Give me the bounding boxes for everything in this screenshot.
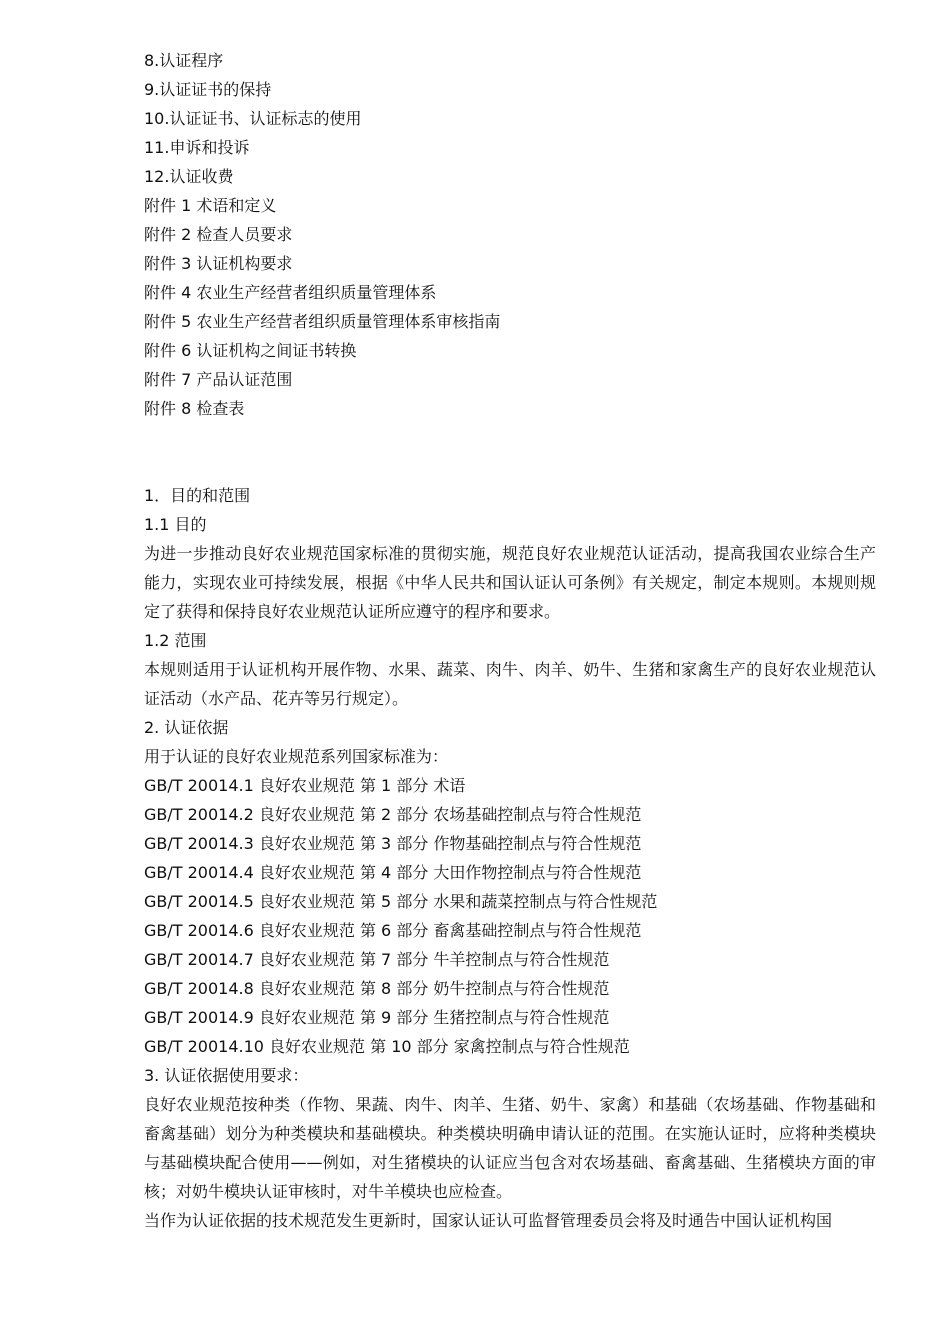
standard-item: GB/T 20014.9 良好农业规范 第 9 部分 生猪控制点与符合性规范 xyxy=(144,1008,610,1027)
toc-item: 附件 2 检查人员要求 xyxy=(144,225,293,244)
section-heading: 2. 认证依据 xyxy=(144,718,229,737)
modules-paragraph: 良好农业规范按种类（作物、果蔬、肉牛、肉羊、生猪、奶牛、家禽）和基础（农场基础、作物基础和畜禽基础）划分为种类模块和基础模块。种类模块明确申请认证的范围。在实施认证时，应将种类模块与基础模块配合使用——例如，对生猪模块的认证应当包含对农场基础、畜禽基础、生猪模块方面的审核；对奶牛模块认证审核时，对牛羊模块也应检查。 xyxy=(144,1095,876,1201)
toc-item: 附件 3 认证机构要求 xyxy=(144,254,293,273)
table-of-contents xyxy=(144,46,876,423)
section-purpose-scope xyxy=(144,481,876,713)
standard-item: GB/T 20014.3 良好农业规范 第 3 部分 作物基础控制点与符合性规范 xyxy=(144,834,642,853)
standard-item: GB/T 20014.8 良好农业规范 第 8 部分 奶牛控制点与符合性规范 xyxy=(144,979,610,998)
standard-item: GB/T 20014.1 良好农业规范 第 1 部分 术语 xyxy=(144,776,466,795)
toc-item: 8.认证程序 xyxy=(144,51,224,70)
scope-paragraph: 本规则适用于认证机构开展作物、水果、蔬菜、肉牛、肉羊、奶牛、生猪和家禽生产的良好农业规范认证活动（水产品、花卉等另行规定）。 xyxy=(144,660,876,708)
subsection-heading: 1.1 目的 xyxy=(144,515,207,534)
section-certification-basis xyxy=(144,713,876,1061)
blank-space xyxy=(144,423,876,481)
toc-item: 附件 8 检查表 xyxy=(144,399,245,418)
toc-item: 附件 7 产品认证范围 xyxy=(144,370,293,389)
standard-item: GB/T 20014.10 良好农业规范 第 10 部分 家禽控制点与符合性规范 xyxy=(144,1037,630,1056)
document-page xyxy=(144,46,876,1235)
toc-item: 附件 5 农业生产经营者组织质量管理体系审核指南 xyxy=(144,312,501,331)
section-heading: 1．目的和范围 xyxy=(144,486,251,505)
standard-item: GB/T 20014.4 良好农业规范 第 4 部分 大田作物控制点与符合性规范 xyxy=(144,863,642,882)
standards-intro: 用于认证的良好农业规范系列国家标准为： xyxy=(144,747,449,766)
purpose-paragraph: 为进一步推动良好农业规范国家标准的贯彻实施，规范良好农业规范认证活动，提高我国农业综合生产能力，实现农业可持续发展，根据《中华人民共和国认证认可条例》有关规定，制定本规则。本规则规定了获得和保持良好农业规范认证所应遵守的程序和要求。 xyxy=(144,544,876,621)
toc-item: 附件 4 农业生产经营者组织质量管理体系 xyxy=(144,283,437,302)
standard-item: GB/T 20014.7 良好农业规范 第 7 部分 牛羊控制点与符合性规范 xyxy=(144,950,610,969)
toc-item: 附件 1 术语和定义 xyxy=(144,196,277,215)
toc-item: 12.认证收费 xyxy=(144,167,234,186)
toc-item: 附件 6 认证机构之间证书转换 xyxy=(144,341,357,360)
standard-item: GB/T 20014.5 良好农业规范 第 5 部分 水果和蔬菜控制点与符合性规范 xyxy=(144,892,658,911)
standard-item: GB/T 20014.6 良好农业规范 第 6 部分 畜禽基础控制点与符合性规范 xyxy=(144,921,642,940)
subsection-heading: 1.2 范围 xyxy=(144,631,207,650)
toc-item: 11.申诉和投诉 xyxy=(144,138,250,157)
update-paragraph: 当作为认证依据的技术规范发生更新时，国家认证认可监督管理委员会将及时通告中国认证机构国 xyxy=(144,1211,833,1230)
standard-item: GB/T 20014.2 良好农业规范 第 2 部分 农场基础控制点与符合性规范 xyxy=(144,805,642,824)
toc-item: 9.认证证书的保持 xyxy=(144,80,272,99)
section-heading: 3. 认证依据使用要求： xyxy=(144,1066,309,1085)
section-usage-requirements xyxy=(144,1061,876,1235)
toc-item: 10.认证证书、认证标志的使用 xyxy=(144,109,362,128)
